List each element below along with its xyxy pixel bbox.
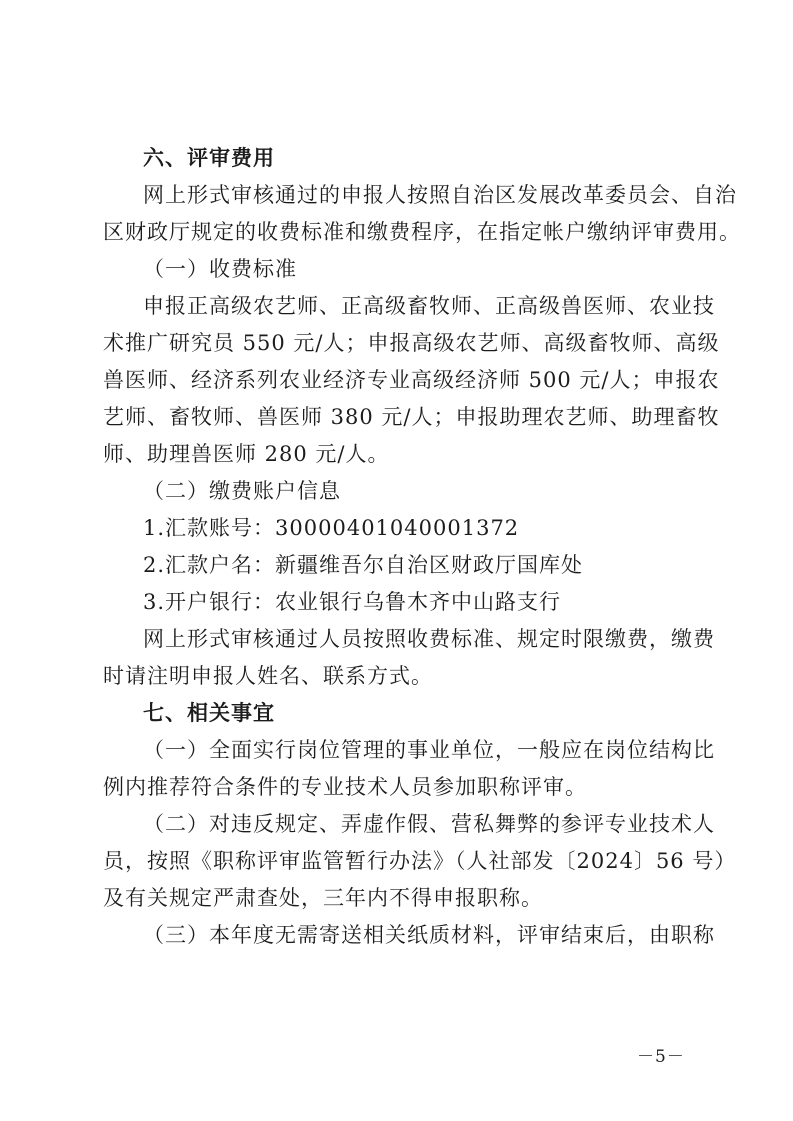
account-bank: 3.开户银行：农业银行乌鲁木齐中山路支行 <box>143 590 562 614</box>
text-line: （二）对违反规定、弄虚作假、营私舞弊的参评专业技术人 <box>143 812 715 836</box>
paragraph-matter-3 <box>103 917 715 954</box>
text-line: 兽医师、经济系列农业经济专业高级经济师 500 元/人；申报农 <box>103 368 720 392</box>
text-line: 术推广研究员 550 元/人；申报高级农艺师、高级畜牧师、高级 <box>103 331 720 355</box>
text-line: 网上形式审核通过的申报人按照自治区发展改革委员会、自治 <box>143 183 737 207</box>
text-line: 艺师、畜牧师、兽医师 380 元/人；申报助理农艺师、助理畜牧 <box>103 405 720 429</box>
paragraph-fee-intro <box>103 177 741 251</box>
section-heading-fees: 六、评审费用 <box>143 146 275 170</box>
text-line: 及有关规定严肃查处，三年内不得申报职称。 <box>103 886 543 910</box>
section-heading-related-matters: 七、相关事宜 <box>143 701 275 725</box>
account-number: 1.汇款账号：30000401040001372 <box>143 516 520 540</box>
text-line: 师、助理兽医师 280 元/人。 <box>103 442 390 466</box>
paragraph-matter-2 <box>103 806 737 917</box>
page-number: －5－ <box>637 1047 685 1067</box>
paragraph-fee-standard <box>103 288 720 473</box>
text-line: 例内推荐符合条件的专业技术人员参加职称评审。 <box>103 775 587 799</box>
document-body <box>103 140 741 954</box>
text-line: 区财政厅规定的收费标准和缴费程序，在指定帐户缴纳评审费用。 <box>103 220 741 244</box>
paragraph-payment-note <box>103 621 715 695</box>
text-line: 员，按照《职称评审监管暂行办法》（人社部发〔2024〕56 号） <box>103 849 737 873</box>
account-name: 2.汇款户名：新疆维吾尔自治区财政厅国库处 <box>143 553 584 577</box>
text-line: 时请注明申报人姓名、联系方式。 <box>103 664 433 688</box>
text-line: （一）全面实行岗位管理的事业单位，一般应在岗位结构比 <box>143 738 715 762</box>
text-line: 申报正高级农艺师、正高级畜牧师、正高级兽医师、农业技 <box>143 294 715 318</box>
paragraph-matter-1 <box>103 732 715 806</box>
subheading-fee-standard: （一）收费标准 <box>143 257 297 281</box>
subheading-account-info: （二）缴费账户信息 <box>143 479 341 503</box>
text-line: （三）本年度无需寄送相关纸质材料，评审结束后，由职称 <box>143 923 715 947</box>
text-line: 网上形式审核通过人员按照收费标准、规定时限缴费，缴费 <box>143 627 715 651</box>
